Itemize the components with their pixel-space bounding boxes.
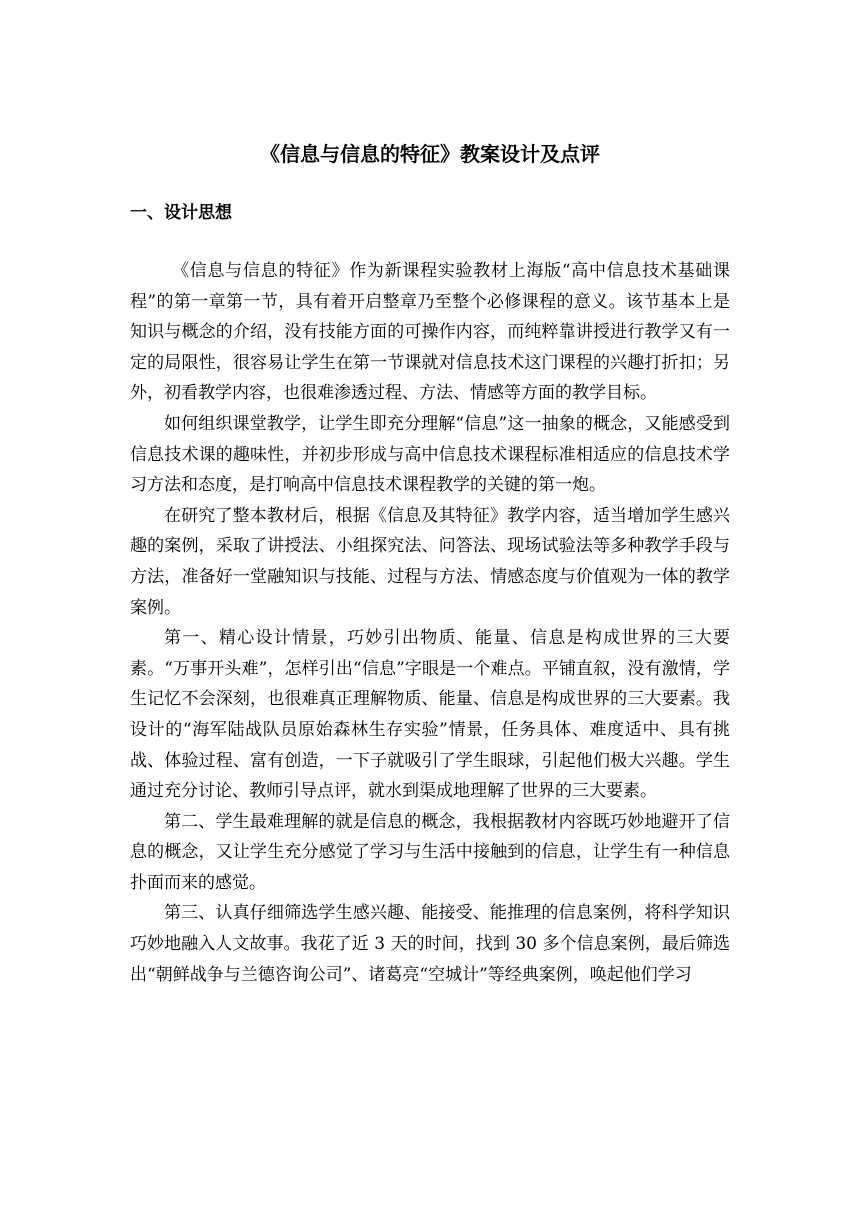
paragraph-intro: 《信息与信息的特征》作为新课程实验教材上海版“高中信息技术基础课程”的第一章第一节，具有着开启整章乃至整个必修课程的意义。该节基本上是知识与概念的介绍，没有技能方面的可操作内容，而纯粹靠讲授进行教学又有一定的局限性，很容易让学生在第一节课就对信息技术这门课程的兴趣打折扣；另外，初看教学内容，也很难渗透过程、方法、情感等方面的教学目标。 xyxy=(130,261,730,404)
paragraph-point-two: 第二、学生最难理解的就是信息的概念，我根据教材内容既巧妙地避开了信息的概念，又让学生充分感觉了学习与生活中接触到的信息，让学生有一种信息扑面而来的感觉。 xyxy=(130,811,730,893)
section-heading: 一、设计思想 xyxy=(130,203,232,223)
body-text xyxy=(130,256,730,990)
document-title: 《信息与信息的特征》教案设计及点评 xyxy=(260,142,600,166)
paragraph-point-one: 第一、精心设计情景，巧妙引出物质、能量、信息是构成世界的三大要素。“万事开头难”，怎样引出“信息”字眼是一个难点。平铺直叙，没有激情，学生记忆不会深刻，也很难真正理解物质、能量、信息是构成世界的三大要素。我设计的“海军陆战队员原始森林生存实验”情景，任务具体、难度适中、具有挑战、体验过程、富有创造，一下子就吸引了学生眼球，引起他们极大兴趣。学生通过充分讨论、教师引导点评，就水到渠成地理解了世界的三大要素。 xyxy=(130,628,730,802)
paragraph-point-three: 第三、认真仔细筛选学生感兴趣、能接受、能推理的信息案例，将科学知识巧妙地融入人文故事。我花了近 3 天的时间，找到 30 多个信息案例，最后筛选出“朝鲜战争与兰德咨询公司”、诸葛亮“空城计”等经典案例，唤起他们学习 xyxy=(130,903,730,985)
paragraph-teaching-methods: 在研究了整本教材后，根据《信息及其特征》教学内容，适当增加学生感兴趣的案例，采取了讲授法、小组探究法、问答法、现场试验法等多种教学手段与方法，准备好一堂融知识与技能、过程与方法、情感态度与价值观为一体的教学案例。 xyxy=(130,505,730,618)
paragraph-classroom-organization: 如何组织课堂教学，让学生即充分理解“信息”这一抽象的概念，又能感受到信息技术课的趣味性，并初步形成与高中信息技术课程标准相适应的信息技术学习方法和态度，是打响高中信息技术课程教学的关键的第一炮。 xyxy=(130,413,730,496)
